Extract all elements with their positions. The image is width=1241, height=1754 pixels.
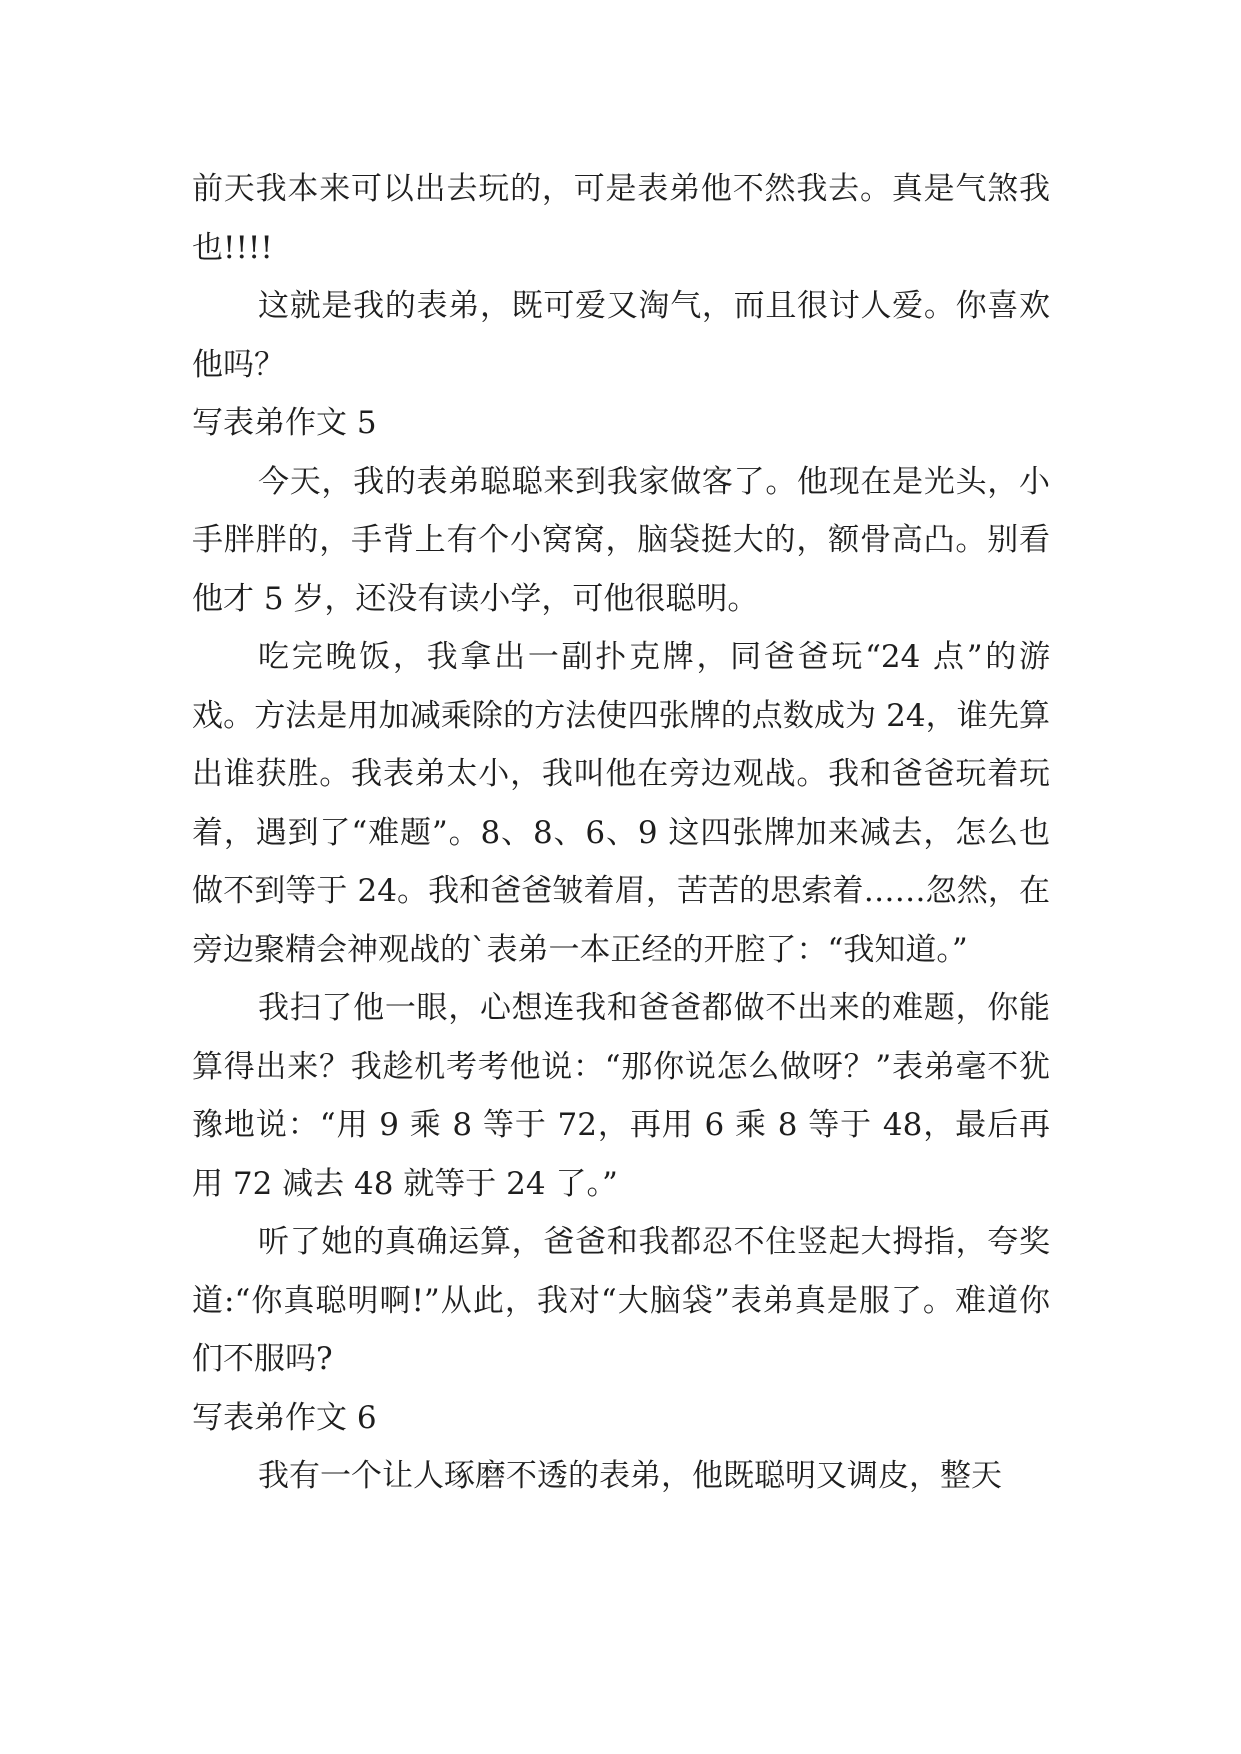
section-heading: 写表弟作文 6 — [192, 1399, 377, 1436]
section-heading: 写表弟作文 5 — [192, 405, 377, 441]
paragraph: 前天我本来可以出去玩的，可是表弟他不然我去。真是气煞我也!!!! — [192, 171, 1050, 266]
paragraph: 吃完晚饭，我拿出一副扑克牌，同爸爸玩“24 点”的游戏。方法是用加减乘除的方法使四张牌的点数成为 24，谁先算出谁获胜。我表弟太小，我叫他在旁边观战。我和爸爸玩着玩着，遇到了“难题”。8、8、6、9 这四张牌加来减去，怎么也做不到等于 24。我和爸爸皱着眉，苦苦的思索着……忽然，在旁边聚精会神观战的`表弟一本正经的开腔了：“我知道。” — [192, 639, 1050, 968]
paragraph: 今天，我的表弟聪聪来到我家做客了。他现在是光头，小手胖胖的，手背上有个小窝窝，脑袋挺大的，额骨高凸。别看他才 5 岁，还没有读小学，可他很聪明。 — [192, 463, 1050, 617]
paragraph: 听了她的真确运算，爸爸和我都忍不住竖起大拇指，夸奖道:“你真聪明啊!”从此，我对“大脑袋”表弟真是服了。难道你们不服吗? — [192, 1224, 1050, 1377]
paragraph: 这就是我的表弟，既可爱又淘气，而且很讨人爱。你喜欢他吗？ — [192, 288, 1050, 383]
paragraph: 我有一个让人琢磨不透的表弟，他既聪明又调皮，整天 — [258, 1458, 1002, 1494]
paragraph: 我扫了他一眼，心想连我和爸爸都做不出来的难题，你能算得出来？我趁机考考他说：“那你说怎么做呀？”表弟毫不犹豫地说：“用 9 乘 8 等于 72，再用 6 乘 8 等于 48，最后再用 72 减去 48 就等于 24 了。” — [192, 990, 1050, 1202]
document-body — [192, 160, 1050, 1506]
